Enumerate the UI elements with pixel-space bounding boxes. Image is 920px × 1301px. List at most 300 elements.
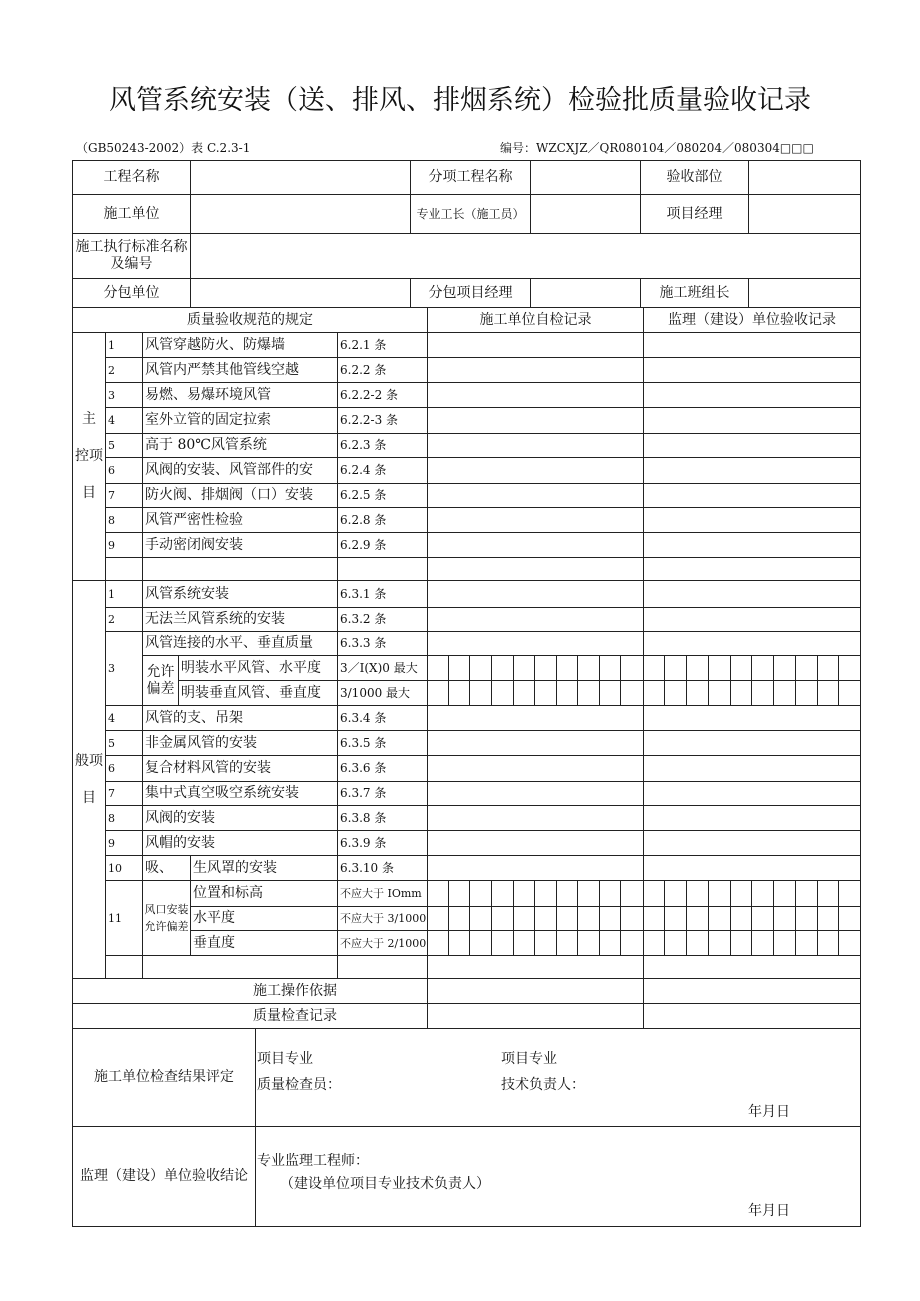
outlet-measure-cell[interactable] — [491, 930, 514, 956]
subcontract-manager-field[interactable] — [530, 278, 641, 308]
column-supervision — [643, 307, 861, 333]
supervision-cell[interactable] — [643, 407, 861, 434]
self-check-cell[interactable] — [427, 705, 644, 731]
project-name-field[interactable] — [190, 160, 411, 195]
supervision-cell[interactable] — [643, 607, 861, 632]
tolerance-measure-cell[interactable] — [773, 680, 796, 706]
tolerance-measure-cell[interactable] — [599, 655, 621, 681]
tolerance-measure-cell[interactable] — [686, 655, 709, 681]
supervision-cell[interactable] — [643, 830, 861, 856]
general-label-part: 般项 — [75, 752, 103, 769]
general-item-no-text: 7 — [108, 787, 115, 800]
supervision-cell[interactable] — [643, 705, 861, 731]
main-item-no-text: 4 — [108, 414, 115, 427]
general-item-name-text: 风帽的安装 — [145, 834, 215, 851]
tolerance-measure-cell[interactable] — [686, 680, 709, 706]
outlet-measure-cell[interactable] — [556, 906, 578, 931]
outlet-measure-cell[interactable] — [577, 880, 600, 907]
outlet-measure-cell[interactable] — [664, 880, 687, 907]
self-check-cell[interactable] — [427, 755, 644, 782]
tolerance-measure-cell[interactable] — [773, 655, 796, 681]
self-check-cell[interactable] — [427, 532, 644, 558]
supervision-cell[interactable] — [643, 631, 861, 656]
general-item-clause-text: 6.3.10 条 — [340, 860, 394, 875]
outlet-measure-cell[interactable] — [448, 906, 470, 931]
supervision-engineer-line: 专业监理工程师： — [257, 1153, 369, 1169]
outlet-measure-cell[interactable] — [686, 930, 709, 956]
self-check-cell[interactable] — [427, 507, 644, 533]
main-item-name-text: 室外立管的固定拉索 — [145, 412, 271, 428]
general-item-clause-text: 6.3.1 条 — [340, 586, 387, 601]
supervision-cell[interactable] — [643, 730, 861, 756]
outlet-measure-cell[interactable] — [491, 880, 514, 907]
label-operation-basis — [72, 978, 428, 1004]
main-item-no-text: 2 — [108, 363, 115, 377]
main-item-clause-text: 6.2.2-3 条 — [340, 413, 399, 427]
outlet-measure-cell[interactable] — [686, 906, 709, 931]
label-project-name — [72, 160, 191, 195]
supervision-cell[interactable] — [643, 382, 861, 408]
general-item-name-text: 风管系统安装 — [145, 585, 229, 602]
main-item-name — [142, 357, 338, 383]
main-item-clause — [337, 433, 428, 458]
general-item-clause — [337, 955, 428, 979]
self-check-cell[interactable] — [427, 781, 644, 806]
column-self-check — [427, 307, 644, 333]
outlet-measure-cell[interactable] — [643, 906, 665, 931]
supervision-cell[interactable] — [643, 781, 861, 806]
quality-inspector-line2: 质量检查员： — [257, 1077, 341, 1093]
main-item-no — [105, 483, 143, 508]
label-construction-unit-text: 施工单位 — [103, 205, 160, 222]
tolerance-measure-cell[interactable] — [664, 680, 687, 706]
label-operation-basis-text: 施工操作依据 — [253, 982, 337, 999]
tolerance-measure-cell[interactable] — [817, 680, 839, 706]
main-item-clause-text: 6.2.2 条 — [340, 362, 387, 377]
form-number: 编号：WZCXJZ／QR080104／080204／080304□□□ — [500, 141, 814, 155]
tolerance-measure-cell[interactable] — [643, 680, 665, 706]
label-project-name-text: 工程名称 — [103, 169, 160, 185]
supervision-cell[interactable] — [643, 457, 861, 484]
general-item-no — [105, 880, 143, 956]
outlet-measure-cell[interactable] — [751, 880, 774, 907]
outlet-measure-cell[interactable] — [469, 906, 492, 931]
outlet-measure-cell[interactable] — [773, 906, 796, 931]
general-item-name-text: 风阀的安装 — [145, 809, 215, 826]
main-item-name — [142, 433, 338, 458]
tolerance-measure-cell[interactable] — [427, 680, 449, 706]
main-item-no — [105, 532, 143, 558]
supervision-cell[interactable] — [643, 580, 861, 608]
outlet-tolerance-name — [190, 906, 338, 931]
self-check-cell[interactable] — [427, 407, 644, 434]
tolerance-value — [337, 680, 428, 706]
standard-name-field[interactable] — [190, 233, 861, 279]
tolerance-measure-cell[interactable] — [620, 655, 644, 681]
label-quality-record-text: 质量检查记录 — [253, 1007, 337, 1024]
general-item-no — [105, 830, 143, 856]
outlet-measure-cell[interactable] — [838, 930, 861, 956]
outlet-measure-cell[interactable] — [427, 930, 449, 956]
tolerance-measure-cell[interactable] — [664, 655, 687, 681]
outlet-measure-cell[interactable] — [730, 906, 752, 931]
main-item-name — [142, 532, 338, 558]
supervision-cell[interactable] — [643, 507, 861, 533]
outlet-tolerance-name-text: 垂直度 — [193, 934, 235, 951]
column-self-check-text: 施工单位自检记录 — [479, 311, 592, 328]
tolerance-label-text: 允许偏差 — [146, 663, 175, 697]
tolerance-measure-cell[interactable] — [599, 680, 621, 706]
main-control-label — [72, 332, 106, 581]
outlet-measure-cell[interactable] — [513, 906, 535, 931]
outlet-measure-cell[interactable] — [513, 930, 535, 956]
general-item-no-text: 6 — [108, 762, 115, 775]
tolerance-measure-cell[interactable] — [427, 655, 449, 681]
tech-lead-line1: 项目专业 — [501, 1051, 557, 1067]
label-supervision-eval — [72, 1126, 256, 1227]
tolerance-measure-cell[interactable] — [491, 680, 514, 706]
main-item-no-text: 6 — [108, 464, 115, 477]
general-item-no — [105, 781, 143, 806]
tolerance-measure-cell[interactable] — [556, 655, 578, 681]
outlet-measure-cell[interactable] — [773, 880, 796, 907]
outlet-measure-cell[interactable] — [620, 930, 644, 956]
self-check-cell[interactable] — [427, 557, 644, 581]
tolerance-measure-cell[interactable] — [448, 680, 470, 706]
tolerance-measure-cell[interactable] — [534, 680, 557, 706]
main-item-name-text: 易燃、易爆环境风管 — [145, 386, 271, 403]
label-construction-unit — [72, 194, 191, 234]
outlet-measure-cell[interactable] — [448, 880, 470, 907]
general-item-no — [105, 631, 143, 706]
main-item-no — [105, 457, 143, 484]
outlet-measure-cell[interactable] — [556, 930, 578, 956]
supervision-cell[interactable] — [643, 332, 861, 358]
outlet-measure-cell[interactable] — [491, 906, 514, 931]
team-leader-field[interactable] — [748, 278, 861, 308]
outlet-measure-cell[interactable] — [427, 880, 449, 907]
outlet-tolerance-name — [190, 880, 338, 907]
supervision-cell[interactable] — [643, 755, 861, 782]
supervision-cell[interactable] — [643, 955, 861, 979]
tolerance-measure-cell[interactable] — [491, 655, 514, 681]
general-item-clause-text: 6.3.7 条 — [340, 786, 387, 800]
self-check-cell[interactable] — [427, 805, 644, 831]
tolerance-measure-cell[interactable] — [708, 680, 731, 706]
outlet-tolerance-value — [337, 930, 428, 956]
supervision-cell[interactable] — [643, 483, 861, 508]
outlet-measure-cell[interactable] — [795, 880, 818, 907]
general-item-name — [142, 705, 338, 731]
outlet-measure-cell[interactable] — [620, 880, 644, 907]
label-construction-eval — [72, 1028, 256, 1127]
tolerance-measure-cell[interactable] — [534, 655, 557, 681]
general-item-name-text: 无法兰风管系统的安装 — [145, 611, 285, 627]
general-item-no — [105, 805, 143, 831]
general-item-name-cont — [190, 855, 338, 881]
general-item-name-text: 吸、 — [145, 859, 173, 876]
self-check-cell[interactable] — [427, 955, 644, 979]
operation-basis-field-2[interactable] — [643, 978, 861, 1004]
label-sub-project-text: 分项工程名称 — [428, 169, 513, 185]
outlet-measure-cell[interactable] — [817, 880, 839, 907]
outlet-measure-cell[interactable] — [751, 930, 774, 956]
supervision-cell[interactable] — [643, 433, 861, 458]
label-project-manager — [640, 194, 749, 234]
general-item-no — [105, 607, 143, 632]
acceptance-part-field[interactable] — [748, 160, 861, 195]
general-item-name — [142, 580, 338, 608]
outlet-measure-cell[interactable] — [795, 906, 818, 931]
main-item-no — [105, 433, 143, 458]
main-item-name-text: 防火阀、排烟阀（口）安装 — [145, 487, 313, 503]
main-item-name-text: 高于 80℃风管系统 — [145, 437, 267, 453]
outlet-measure-cell[interactable] — [730, 930, 752, 956]
general-item-no — [105, 705, 143, 731]
self-check-cell[interactable] — [427, 332, 644, 358]
outlet-measure-cell[interactable] — [469, 880, 492, 907]
general-item-clause-text: 6.3.6 条 — [340, 761, 387, 775]
outlet-measure-cell[interactable] — [599, 880, 621, 907]
outlet-measure-cell[interactable] — [751, 906, 774, 931]
tolerance-measure-cell[interactable] — [469, 655, 492, 681]
main-item-clause — [337, 357, 428, 383]
supervision-cell[interactable] — [643, 532, 861, 558]
main-item-name-text: 风管穿越防火、防爆墙 — [145, 336, 285, 353]
tolerance-measure-cell[interactable] — [730, 680, 752, 706]
self-check-cell[interactable] — [427, 382, 644, 408]
supervision-cell[interactable] — [643, 805, 861, 831]
self-check-cell[interactable] — [427, 483, 644, 508]
self-check-cell[interactable] — [427, 855, 644, 881]
outlet-measure-cell[interactable] — [686, 880, 709, 907]
main-item-no — [105, 382, 143, 408]
main-item-clause — [337, 407, 428, 434]
label-standard-name — [72, 233, 191, 279]
outlet-measure-cell[interactable] — [599, 930, 621, 956]
tolerance-name-text: 明装垂直风管、垂直度 — [181, 684, 321, 701]
tolerance-name — [178, 680, 338, 706]
tolerance-measure-cell[interactable] — [838, 680, 861, 706]
supervision-eval-date: 年月日 — [748, 1203, 790, 1219]
main-item-clause — [337, 557, 428, 581]
construction-unit-field[interactable] — [190, 194, 411, 234]
outlet-measure-cell[interactable] — [577, 930, 600, 956]
self-check-cell[interactable] — [427, 830, 644, 856]
main-item-no — [105, 557, 143, 581]
general-item-clause-text: 6.3.5 条 — [340, 735, 387, 750]
main-item-name — [142, 507, 338, 533]
outlet-measure-cell[interactable] — [708, 930, 731, 956]
label-subcontract-manager — [410, 278, 531, 308]
main-item-clause-text: 6.2.9 条 — [340, 537, 387, 552]
outlet-measure-cell[interactable] — [643, 880, 665, 907]
general-label — [72, 580, 106, 979]
construction-eval-date: 年月日 — [748, 1104, 790, 1120]
general-item-no-text: 2 — [108, 613, 115, 626]
outlet-measure-cell[interactable] — [534, 880, 557, 907]
general-item-no — [105, 955, 143, 979]
self-check-cell[interactable] — [427, 457, 644, 484]
subcontract-unit-field[interactable] — [190, 278, 411, 308]
main-item-clause-text: 6.2.4 条 — [340, 463, 387, 477]
tolerance-measure-cell[interactable] — [751, 680, 774, 706]
outlet-tolerance-name-text: 位置和标高 — [193, 885, 263, 901]
general-item-name — [142, 755, 338, 782]
quality-inspector-line1: 项目专业 — [257, 1051, 313, 1067]
tolerance-measure-cell[interactable] — [448, 655, 470, 681]
tolerance-measure-cell[interactable] — [469, 680, 492, 706]
tolerance-measure-cell[interactable] — [795, 680, 818, 706]
main-item-clause-text: 6.2.2-2 条 — [340, 387, 399, 402]
general-item-name — [142, 830, 338, 856]
label-supervision-eval-text: 监理（建设）单位验收结论 — [80, 1168, 248, 1184]
general-item-no — [105, 755, 143, 782]
outlet-measure-cell[interactable] — [448, 930, 470, 956]
outlet-measure-cell[interactable] — [817, 930, 839, 956]
main-item-name — [142, 457, 338, 484]
general-item-clause-text: 6.3.9 条 — [340, 835, 387, 850]
outlet-measure-cell[interactable] — [708, 906, 731, 931]
outlet-measure-cell[interactable] — [817, 906, 839, 931]
label-quality-record — [72, 1003, 428, 1029]
self-check-cell[interactable] — [427, 357, 644, 383]
outlet-measure-cell[interactable] — [534, 906, 557, 931]
supervision-cell[interactable] — [643, 357, 861, 383]
tolerance-measure-cell[interactable] — [513, 680, 535, 706]
main-item-clause — [337, 532, 428, 558]
tolerance-measure-cell[interactable] — [817, 655, 839, 681]
tolerance-measure-cell[interactable] — [643, 655, 665, 681]
self-check-cell[interactable] — [427, 607, 644, 632]
tolerance-measure-cell[interactable] — [708, 655, 731, 681]
tolerance-measure-cell[interactable] — [577, 680, 600, 706]
outlet-measure-cell[interactable] — [513, 880, 535, 907]
label-sub-project — [410, 160, 531, 195]
operation-basis-field[interactable] — [427, 978, 644, 1004]
outlet-measure-cell[interactable] — [577, 906, 600, 931]
main-item-no-text: 3 — [108, 388, 115, 402]
supervision-cell[interactable] — [643, 557, 861, 581]
quality-record-field[interactable] — [427, 1003, 644, 1029]
outlet-tolerance-label — [142, 880, 191, 956]
column-spec — [72, 307, 428, 333]
main-item-clause-text: 6.2.5 条 — [340, 488, 387, 502]
self-check-cell[interactable] — [427, 433, 644, 458]
general-item-name — [142, 730, 338, 756]
outlet-measure-cell[interactable] — [838, 906, 861, 931]
self-check-cell[interactable] — [427, 580, 644, 608]
main-item-name — [142, 557, 338, 581]
general-item-name — [142, 607, 338, 632]
tolerance-measure-cell[interactable] — [795, 655, 818, 681]
outlet-measure-cell[interactable] — [795, 930, 818, 956]
tolerance-label — [142, 655, 179, 706]
label-team-leader — [640, 278, 749, 308]
general-item-no-text: 4 — [108, 711, 115, 725]
main-item-no-text: 8 — [108, 513, 115, 527]
label-project-manager-text: 项目经理 — [666, 205, 723, 222]
standard-code: （GB50243-2002）表 C.2.3-1 — [76, 141, 251, 155]
tolerance-measure-cell[interactable] — [513, 655, 535, 681]
supervision-cell[interactable] — [643, 855, 861, 881]
general-item-clause-text: 6.3.4 条 — [340, 710, 387, 725]
outlet-measure-cell[interactable] — [620, 906, 644, 931]
page-title: 风管系统安装（送、排风、排烟系统）检验批质量验收记录 — [109, 85, 811, 116]
outlet-measure-cell[interactable] — [427, 906, 449, 931]
main-item-clause — [337, 507, 428, 533]
general-item-clause — [337, 805, 428, 831]
quality-record-field-2[interactable] — [643, 1003, 861, 1029]
main-control-label-part: 主 — [82, 411, 96, 427]
tolerance-measure-cell[interactable] — [838, 655, 861, 681]
main-item-no — [105, 407, 143, 434]
main-item-no-text: 5 — [108, 439, 115, 452]
main-item-clause — [337, 483, 428, 508]
tolerance-measure-cell[interactable] — [620, 680, 644, 706]
general-item-no-text: 10 — [108, 861, 122, 875]
general-item-name-text: 复合材料风管的安装 — [145, 760, 271, 776]
self-check-cell[interactable] — [427, 631, 644, 656]
project-manager-field[interactable] — [748, 194, 861, 234]
sub-project-field[interactable] — [530, 160, 641, 195]
outlet-tolerance-value-text: 不应大于 2/1000 — [340, 936, 427, 950]
tolerance-measure-cell[interactable] — [751, 655, 774, 681]
outlet-tolerance-value-text: 不应大于 3/1000 — [340, 912, 427, 925]
outlet-measure-cell[interactable] — [838, 880, 861, 907]
label-team-leader-text: 施工班组长 — [659, 284, 730, 301]
outlet-tolerance-name-text: 水平度 — [193, 910, 235, 926]
general-item-name-cont-text: 生风罩的安装 — [193, 859, 277, 876]
main-item-name — [142, 332, 338, 358]
general-item-name — [142, 781, 338, 806]
outlet-measure-cell[interactable] — [556, 880, 578, 907]
outlet-measure-cell[interactable] — [469, 930, 492, 956]
outlet-measure-cell[interactable] — [664, 930, 687, 956]
label-foreman — [410, 194, 531, 234]
outlet-measure-cell[interactable] — [708, 880, 731, 907]
general-item-clause — [337, 855, 428, 881]
foreman-field[interactable] — [530, 194, 641, 234]
outlet-measure-cell[interactable] — [773, 930, 796, 956]
general-item-clause — [337, 580, 428, 608]
label-subcontract-manager-text: 分包项目经理 — [428, 284, 513, 301]
general-item-name — [142, 805, 338, 831]
tolerance-measure-cell[interactable] — [577, 655, 600, 681]
main-item-no — [105, 332, 143, 358]
main-item-name — [142, 483, 338, 508]
main-item-clause-text: 6.2.3 条 — [340, 438, 387, 452]
tech-lead-line2: 技术负责人： — [501, 1077, 585, 1093]
general-item-name-text: 风管连接的水平、垂直质量 — [145, 635, 313, 651]
general-item-no-text: 8 — [108, 811, 115, 825]
outlet-measure-cell[interactable] — [664, 906, 687, 931]
general-item-clause — [337, 631, 428, 656]
self-check-cell[interactable] — [427, 730, 644, 756]
general-item-clause-text: 6.3.2 条 — [340, 612, 387, 626]
tolerance-name — [178, 655, 338, 681]
outlet-measure-cell[interactable] — [730, 880, 752, 907]
outlet-measure-cell[interactable] — [643, 930, 665, 956]
main-control-label-part: 控项 — [75, 448, 103, 464]
tolerance-measure-cell[interactable] — [556, 680, 578, 706]
label-subcontract-unit — [72, 278, 191, 308]
general-item-no — [105, 855, 143, 881]
tolerance-measure-cell[interactable] — [730, 655, 752, 681]
general-item-clause — [337, 607, 428, 632]
outlet-measure-cell[interactable] — [534, 930, 557, 956]
outlet-measure-cell[interactable] — [599, 906, 621, 931]
